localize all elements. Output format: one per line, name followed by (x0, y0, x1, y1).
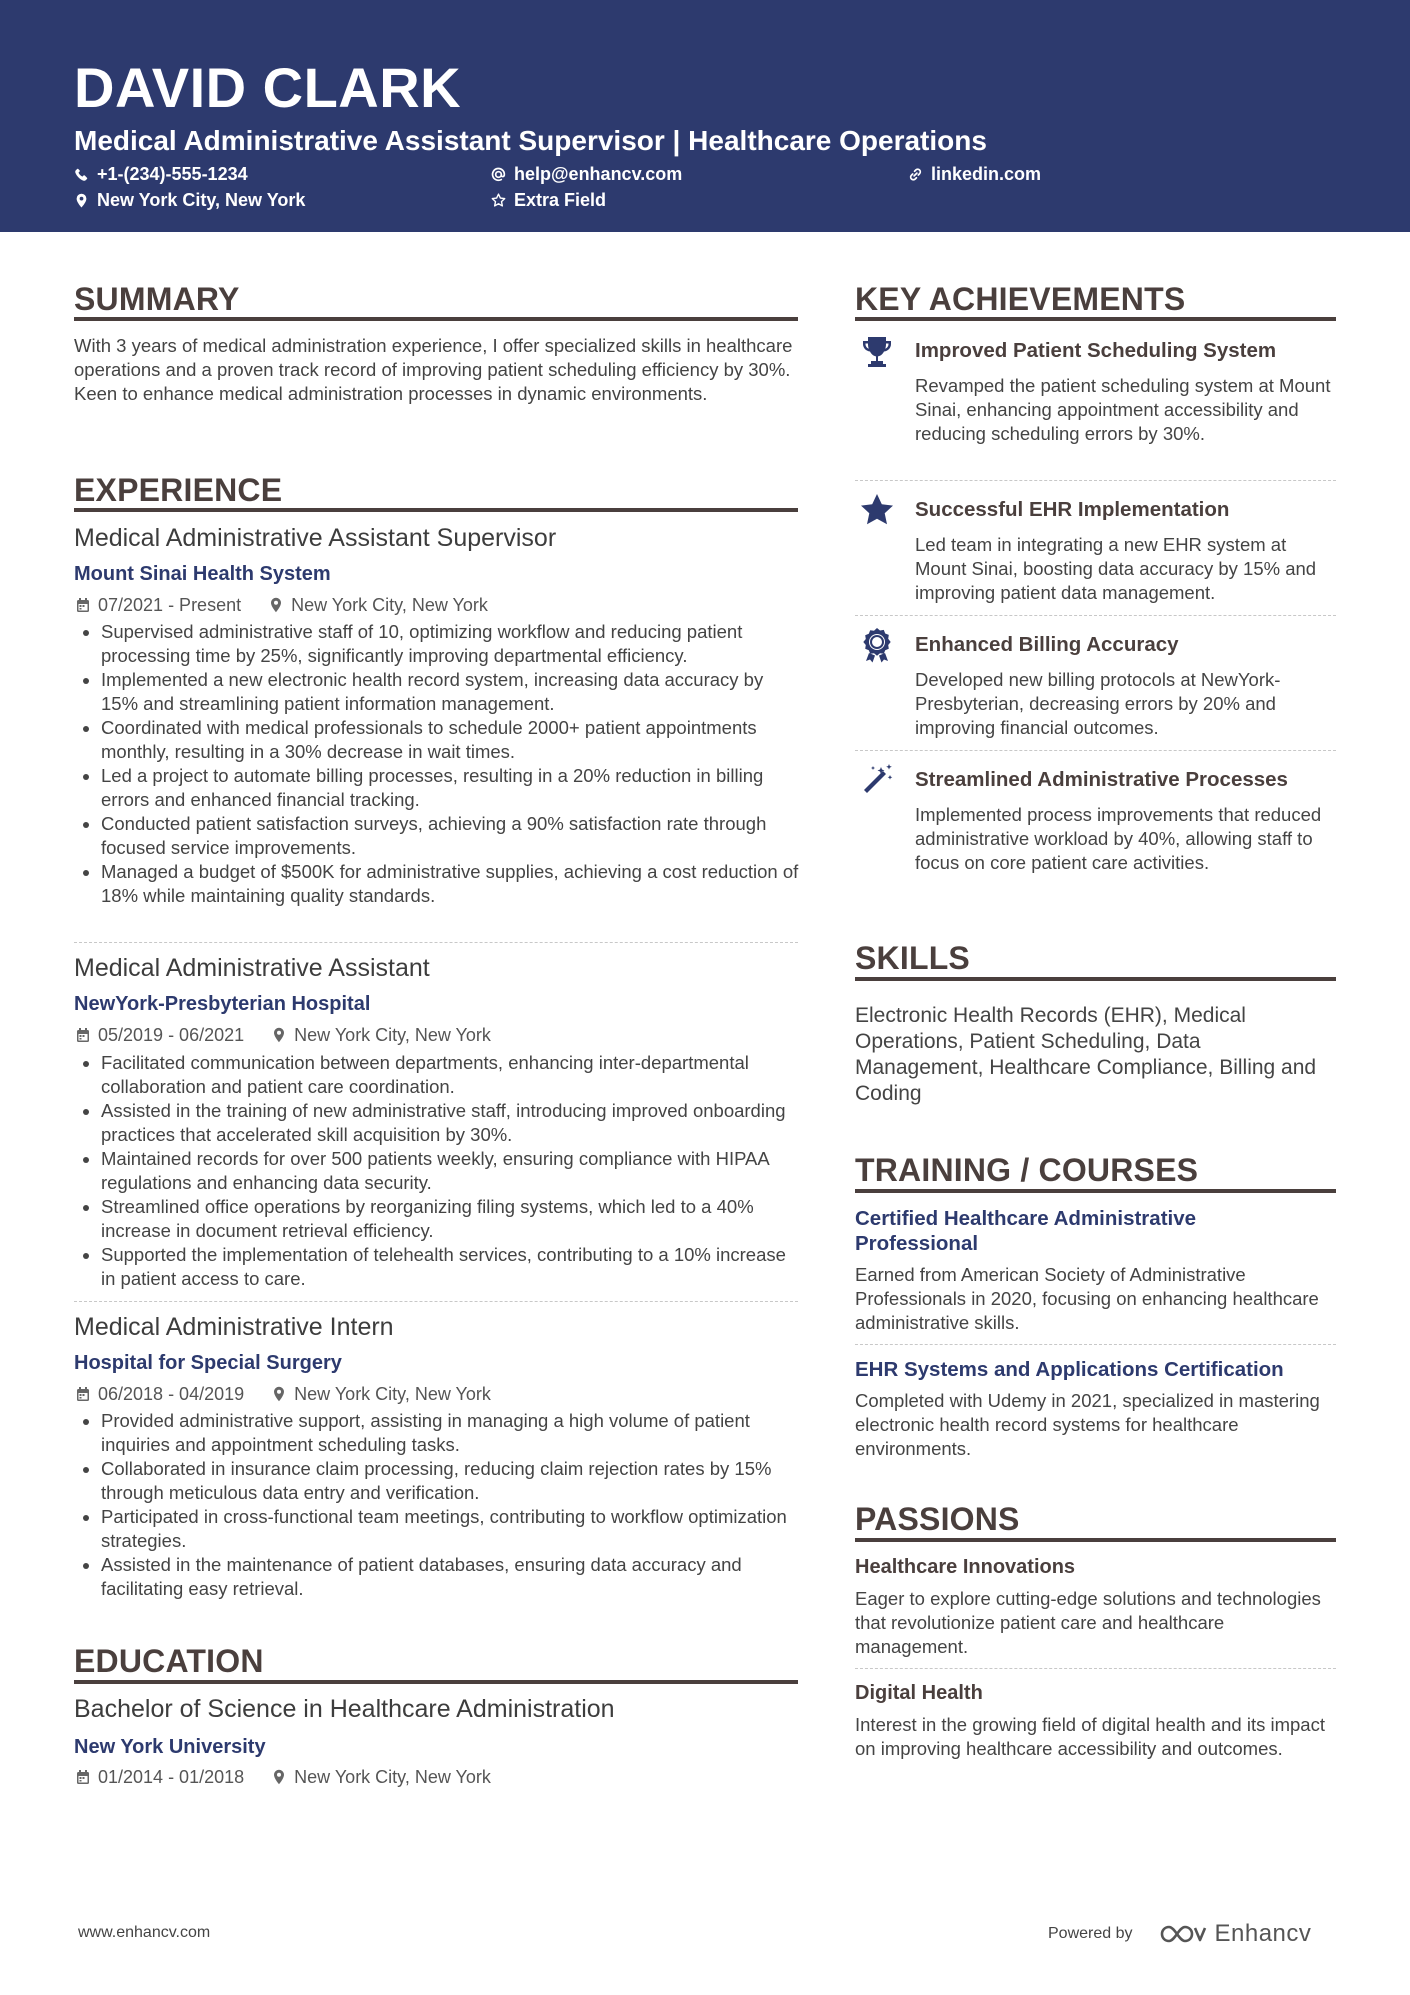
training-rule (855, 1189, 1336, 1193)
at-icon (491, 167, 506, 182)
job-bullets (74, 620, 804, 908)
degree-title: Bachelor of Science in Healthcare Administration (74, 1695, 615, 1723)
skills-rule (855, 977, 1336, 981)
job-location: New York City, New York (294, 1025, 491, 1045)
job-meta (76, 1026, 491, 1044)
candidate-name: DAVID CLARK (74, 56, 462, 119)
calendar-icon (76, 597, 90, 613)
list-item: Streamlined office operations by reorganizing filing systems, which led to a 40% increase in document retrieval efficiency. (74, 1195, 804, 1243)
job-company: Hospital for Special Surgery (74, 1352, 342, 1374)
experience-rule (74, 508, 798, 512)
list-item: Assisted in the training of new administrative staff, introducing improved onboarding practices that accelerated skill acquisition by 30%. (74, 1099, 804, 1147)
achievement-title: Successful EHR Implementation (915, 498, 1230, 521)
job-role: Medical Administrative Intern (74, 1313, 394, 1341)
achievement-title: Enhanced Billing Accuracy (915, 633, 1179, 656)
contact-phone[interactable] (74, 165, 248, 183)
achievement-title: Streamlined Administrative Processes (915, 768, 1288, 791)
divider (855, 1344, 1336, 1345)
list-item: Collaborated in insurance claim processing, reducing claim rejection rates by 15% through meticulous data entry and verification. (74, 1457, 804, 1505)
contact-email[interactable] (491, 165, 682, 183)
divider (855, 615, 1336, 616)
list-item: Led a project to automate billing processes, resulting in a 20% reduction in billing errors and enhanced financial tracking. (74, 764, 804, 812)
list-item: Provided administrative support, assisting in managing a high volume of patient inquiries and appointment scheduling tasks. (74, 1409, 804, 1457)
contact-linkedin[interactable] (908, 165, 1041, 183)
summary-text: With 3 years of medical administration experience, I offer specialized skills in healthcare operations and a proven track record of improving patient scheduling efficiency by 30%. Keen to enhance medical administration processes in dynamic environments. (74, 335, 793, 404)
divider (855, 480, 1336, 481)
achievement-text: Developed new billing protocols at NewYork-Presbyterian, decreasing errors by 20% and improving financial outcomes. (915, 669, 1281, 738)
footer-website[interactable]: www.enhancv.com (78, 1924, 211, 1941)
achievements-heading: KEY ACHIEVEMENTS (855, 281, 1186, 317)
star-icon (859, 492, 895, 528)
achievement-title: Improved Patient Scheduling System (915, 339, 1277, 362)
location-text: New York City, New York (97, 190, 306, 210)
experience-heading: EXPERIENCE (74, 472, 283, 508)
job-dates: 06/2018 - 04/2019 (98, 1384, 245, 1404)
achievements-rule (855, 317, 1336, 321)
job-bullets (74, 1409, 804, 1601)
divider (74, 1301, 798, 1302)
divider (74, 942, 798, 943)
education-rule (74, 1680, 798, 1684)
education-location: New York City, New York (294, 1767, 491, 1787)
footer-powered (1048, 1920, 1311, 1948)
job-bullets (74, 1051, 804, 1291)
course-title: EHR Systems and Applications Certification (855, 1358, 1284, 1381)
linkedin-text: linkedin.com (931, 164, 1042, 184)
header-banner (0, 0, 1410, 232)
passion-text: Interest in the growing field of digital health and its impact on improving healthcare accessibility and outcomes. (855, 1714, 1325, 1759)
location-pin-icon (272, 1769, 286, 1785)
job-meta (76, 1385, 491, 1403)
contact-extra (491, 191, 606, 209)
candidate-title: Medical Administrative Assistant Supervisor | Healthcare Operations (74, 125, 987, 156)
email-text: help@enhancv.com (514, 164, 683, 184)
link-icon (908, 167, 923, 182)
passion-text: Eager to explore cutting-edge solutions and technologies that revolutionize patient care and healthcare management. (855, 1588, 1321, 1657)
course-text: Earned from American Society of Administrative Professionals in 2020, focusing on enhancing healthcare administrative skills. (855, 1264, 1319, 1333)
job-dates: 05/2019 - 06/2021 (98, 1025, 245, 1045)
job-location: New York City, New York (291, 595, 488, 615)
passion-title: Digital Health (855, 1682, 983, 1704)
job-role: Medical Administrative Assistant (74, 954, 430, 982)
calendar-icon (76, 1769, 90, 1785)
list-item: Conducted patient satisfaction surveys, achieving a 90% satisfaction rate through focused service improvements. (74, 812, 804, 860)
list-item: Implemented a new electronic health record system, increasing data accuracy by 15% and streamlining patient information management. (74, 668, 804, 716)
achievement-text: Revamped the patient scheduling system at Mount Sinai, enhancing appointment accessibility and reducing scheduling errors by 30%. (915, 375, 1331, 444)
list-item: Coordinated with medical professionals to schedule 2000+ patient appointments monthly, resulting in a 30% decrease in wait times. (74, 716, 804, 764)
achievement-text: Implemented process improvements that reduced administrative workload by 40%, allowing staff to focus on core patient care activities. (915, 804, 1322, 873)
summary-rule (74, 317, 798, 321)
location-pin-icon (269, 597, 283, 613)
divider (855, 750, 1336, 751)
contact-location (74, 191, 305, 209)
list-item: Assisted in the maintenance of patient databases, ensuring data accuracy and facilitating easy retrieval. (74, 1553, 804, 1601)
education-heading: EDUCATION (74, 1643, 264, 1679)
list-item: Managed a budget of $500K for administrative supplies, achieving a cost reduction of 18% while maintaining quality standards. (74, 860, 804, 908)
job-company: NewYork-Presbyterian Hospital (74, 993, 371, 1015)
passions-heading: PASSIONS (855, 1501, 1020, 1537)
job-company: Mount Sinai Health System (74, 563, 331, 585)
list-item: Supervised administrative staff of 10, optimizing workflow and reducing patient processing time by 25%, significantly improving departmental efficiency. (74, 620, 804, 668)
phone-text: +1-(234)-555-1234 (97, 164, 248, 184)
list-item: Maintained records for over 500 patients weekly, ensuring compliance with HIPAA regulations and enhancing data security. (74, 1147, 804, 1195)
job-meta (76, 596, 488, 614)
location-pin-icon (272, 1386, 286, 1402)
course-text: Completed with Udemy in 2021, specialized in mastering electronic health record systems for healthcare environments. (855, 1390, 1320, 1459)
training-heading: TRAINING / COURSES (855, 1152, 1199, 1188)
list-item: Participated in cross-functional team meetings, contributing to workflow optimization strategies. (74, 1505, 804, 1553)
brand-text: Enhancv (1214, 1920, 1312, 1947)
calendar-icon (76, 1027, 90, 1043)
passions-rule (855, 1538, 1336, 1542)
course-title: Certified Healthcare Administrative Professional (855, 1207, 1197, 1255)
job-dates: 07/2021 - Present (98, 595, 242, 615)
summary-heading: SUMMARY (74, 281, 240, 317)
magic-wand-icon (859, 762, 895, 798)
enhancv-logo-icon (1159, 1922, 1207, 1946)
extra-text: Extra Field (514, 190, 607, 210)
job-location: New York City, New York (294, 1384, 491, 1404)
achievement-text: Led team in integrating a new EHR system at Mount Sinai, boosting data accuracy by 15% and improving patient data management. (915, 534, 1317, 603)
star-outline-icon (491, 193, 506, 208)
skills-text: Electronic Health Records (EHR), Medical Operations, Patient Scheduling, Data Management, Healthcare Compliance, Billing and Coding (855, 1004, 1317, 1105)
phone-icon (74, 167, 89, 182)
passion-title: Healthcare Innovations (855, 1556, 1076, 1578)
skills-heading: SKILLS (855, 940, 970, 976)
trophy-icon (859, 334, 895, 370)
divider (855, 1668, 1336, 1669)
school-name: New York University (74, 1736, 266, 1758)
education-dates: 01/2014 - 01/2018 (98, 1767, 245, 1787)
job-role: Medical Administrative Assistant Supervisor (74, 524, 557, 552)
list-item: Supported the implementation of telehealth services, contributing to a 10% increase in patient access to care. (74, 1243, 804, 1291)
list-item: Facilitated communication between departments, enhancing inter-departmental collaboration and patient care coordination. (74, 1051, 804, 1099)
location-pin-icon (74, 193, 89, 208)
education-meta (76, 1768, 491, 1786)
award-icon (859, 627, 895, 663)
calendar-icon (76, 1386, 90, 1402)
powered-by-text: Powered by (1048, 1925, 1133, 1942)
location-pin-icon (272, 1027, 286, 1043)
